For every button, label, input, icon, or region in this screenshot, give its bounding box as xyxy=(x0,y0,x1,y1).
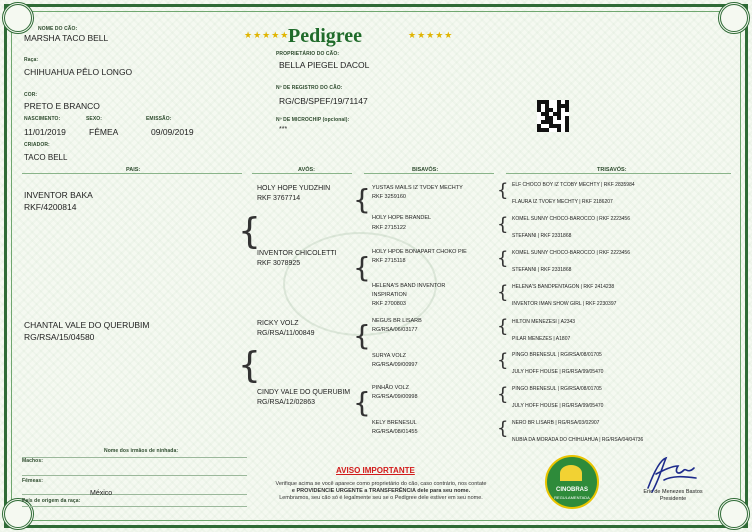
brace: { xyxy=(353,251,371,284)
brace: { xyxy=(238,345,261,386)
brace: { xyxy=(497,384,509,405)
breeder-label: CRIADOR: xyxy=(24,142,50,148)
qr-code xyxy=(537,100,569,132)
grandparent-reg: RKF 3767714 xyxy=(257,195,301,202)
color-value: PRETO E BRANCO xyxy=(24,101,100,111)
ggg-parent: PINGO BRENESUL | RG/RSA/08/01705 xyxy=(512,386,602,392)
signatory xyxy=(638,489,708,502)
ggg-parent: JULY HOFF HOUSE | RG/RSA/99/05470 xyxy=(512,369,604,375)
brace: { xyxy=(497,214,509,235)
corner-ornament xyxy=(718,498,750,530)
great-grandparent-name-2: INSPIRATION xyxy=(372,292,407,298)
grandparent-name: HOLY HOPE YUDZHIN xyxy=(257,185,331,192)
signatory-role: Presidente xyxy=(659,495,687,502)
microchip-value: *** xyxy=(279,126,288,133)
grandparents-header: AVÓS: xyxy=(298,167,316,173)
great-grandparent-name: HOLY HPOE BONAPART CHOKO PIE xyxy=(372,249,467,255)
divider xyxy=(22,494,247,495)
great-grandparent-name: KELY BRENESUL xyxy=(372,420,417,426)
warning-line-2: e PROVIDENCIE URGENTE a TRANSFERÊNCIA dele para seu nome. xyxy=(291,488,471,495)
dog-name: MARSHA TACO BELL xyxy=(24,33,109,43)
great-grandparent-reg: RG/RSA/06/03177 xyxy=(372,327,418,333)
great-grandparent-reg: RKF 2700803 xyxy=(372,301,406,307)
great-grandparent-reg: RG/RSA/09/00997 xyxy=(372,362,418,368)
divider xyxy=(252,173,352,174)
issue-value: 09/09/2019 xyxy=(151,127,194,137)
ggg-parent: FLAURA IZ TVOEY MECHTY | RKF 2186207 xyxy=(512,199,613,205)
ggg-parent: NUBIA DA MORADA DO CHIHUAHUA | RG/RSA/04/04736 xyxy=(512,437,644,443)
ggg-parent: JULY HOFF HOUSE | RG/RSA/99/05470 xyxy=(512,403,604,409)
warning-line-1: Verifique acima se você aparece como proprietário do cão, caso contrário, nos contate xyxy=(275,481,487,487)
great-grandparent-reg: RG/RSA/08/01455 xyxy=(372,429,418,435)
ggg-parent: HELENA'S BANDPENTAGON | RKF 2414238 xyxy=(512,284,615,290)
birth-value: 11/01/2019 xyxy=(24,127,66,137)
grandparent-reg: RG/RSA/11/00849 xyxy=(257,330,315,337)
corner-ornament xyxy=(2,2,34,34)
ggg-parent: ELF CHOCO BOY IZ TCOBY MECHTY | RKF 2835984 xyxy=(512,182,635,188)
breed-label: Raça: xyxy=(24,57,39,63)
dog-name-label: NOME DO CÃO: xyxy=(38,26,78,32)
ggg-parent: NERO BR LISARB | RG/RSA/03/02907 xyxy=(512,420,600,426)
great-great-grandparents-header: TRISAVÓS: xyxy=(597,167,627,173)
origin-value: México xyxy=(90,490,113,497)
brace: { xyxy=(497,180,509,201)
great-grandparent-name: PINHÃO VOLZ xyxy=(372,385,409,391)
registry-label: Nº DE REGISTRO DO CÃO: xyxy=(276,85,343,91)
ggg-parent: STEFANNI | RKF 2331868 xyxy=(512,267,572,273)
issue-label: EMISSÃO: xyxy=(146,116,172,122)
registry-value: RG/CB/SPEF/19/71147 xyxy=(279,96,368,106)
parents-header: PAIS: xyxy=(126,167,141,173)
great-grandparent-name: SURYA VOLZ xyxy=(372,353,407,359)
sire-name: INVENTOR BAKA xyxy=(24,190,93,200)
divider xyxy=(22,506,247,507)
brace: { xyxy=(353,183,371,216)
dam-reg: RG/RSA/15/04580 xyxy=(24,332,95,342)
logo-sun-icon xyxy=(560,465,582,481)
ggg-parent: HILTON MENEZESI | A2343 xyxy=(512,319,576,325)
warning-line-3: Lembramos, seu cão só é legalmente seu se o Pedigree dele estiver em seu nome. xyxy=(279,495,483,502)
sire-reg: RKF/4200814 xyxy=(24,202,77,212)
grandparent-reg: RKF 3078925 xyxy=(257,260,301,267)
divider xyxy=(364,173,494,174)
origin-label: País de origem da raça: xyxy=(22,498,81,504)
brace: { xyxy=(497,316,509,337)
logo-subtext: REGULAMENTADA xyxy=(554,495,590,500)
divider xyxy=(22,173,242,174)
siblings-label: Nome dos irmãos de ninhada: xyxy=(104,448,179,454)
brace: { xyxy=(497,418,509,439)
birth-label: NASCIMENTO: xyxy=(24,116,61,122)
signatory-name: Eric de Menezes Bastos xyxy=(643,489,703,495)
grandparent-reg: RG/RSA/12/02863 xyxy=(257,399,315,406)
brace: { xyxy=(238,211,261,252)
ggg-parent: KOMEL SUNNY CHOCO-BAROCCO | RKF 2223456 xyxy=(512,250,630,256)
microchip-label: Nº DE MICROCHIP (opcional): xyxy=(276,117,350,123)
color-label: COR: xyxy=(24,92,38,98)
great-grandparent-reg: RKF 2715122 xyxy=(372,225,406,231)
grandparent-name: RICKY VOLZ xyxy=(257,320,299,327)
brace: { xyxy=(353,386,371,419)
brace: { xyxy=(497,248,509,269)
breed-value: CHIHUAHUA PÊLO LONGO xyxy=(24,67,133,77)
sex-label: SEXO: xyxy=(86,116,103,122)
ggg-parent: KOMEL SUNNY CHOCO-BAROCCO | RKF 2223456 xyxy=(512,216,630,222)
owner-value: BELLA PIEGEL DACOL xyxy=(279,60,370,70)
corner-ornament xyxy=(718,2,750,34)
great-grandparent-reg: RKF 2715118 xyxy=(372,258,406,264)
club-logo xyxy=(545,455,599,509)
brace: { xyxy=(353,319,371,352)
brace: { xyxy=(497,350,509,371)
divider xyxy=(506,173,731,174)
grandparent-name: INVENTOR CHICOLETTI xyxy=(257,250,337,257)
ggg-parent: INVENTOR IMAN SHOW GIRL | RKF 2230397 xyxy=(512,301,617,307)
females-label: Fêmeas: xyxy=(22,478,43,484)
great-grandparent-reg: RKF 3259160 xyxy=(372,194,406,200)
grandparent-name: CINDY VALE DO QUERUBIM xyxy=(257,389,351,396)
logo-text: CINOBRAS xyxy=(555,487,588,493)
warning-text xyxy=(256,481,506,502)
stars-left: ★★★★★ xyxy=(244,30,290,40)
ggg-parent: PILAR MENEZES | A1807 xyxy=(512,336,571,342)
great-grandparents-header: BISAVÓS: xyxy=(412,167,439,173)
sex-value: FÊMEA xyxy=(89,127,119,137)
great-grandparent-name: HELENA'S BAND INVENTOR xyxy=(372,283,446,289)
brace: { xyxy=(497,282,509,303)
males-label: Machos: xyxy=(22,458,43,464)
dam-name: CHANTAL VALE DO QUERUBIM xyxy=(24,320,150,330)
stars-right: ★★★★★ xyxy=(408,30,454,40)
great-grandparent-name: NEGUS BR LISARB xyxy=(372,318,422,324)
certificate-title: Pedigree xyxy=(288,25,363,47)
owner-label: PROPRIETÁRIO DO CÃO: xyxy=(276,51,340,57)
great-grandparent-name: YUSTAS MAILS IZ TVOEY MECHTY xyxy=(372,185,463,191)
great-grandparent-reg: RG/RSA/09/00998 xyxy=(372,394,418,400)
warning-title: AVISO IMPORTANTE xyxy=(336,466,415,475)
great-grandparent-name: HOLY HOPE BRANDEL xyxy=(372,215,432,221)
ggg-parent: STEFANNI | RKF 2331868 xyxy=(512,233,572,239)
divider xyxy=(22,475,247,476)
divider xyxy=(22,457,247,458)
ggg-parent: PINGO BRENESUL | RG/RSA/08/01705 xyxy=(512,352,602,358)
breeder-value: TACO BELL xyxy=(24,153,68,162)
